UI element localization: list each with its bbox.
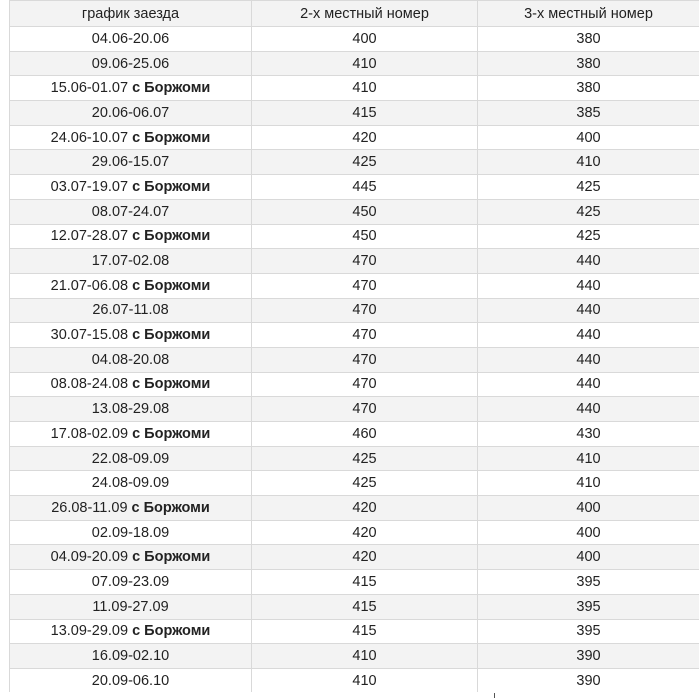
schedule-note: с Боржоми xyxy=(132,327,211,344)
table-row xyxy=(10,323,699,348)
schedule-note: с Боржоми xyxy=(132,425,211,442)
schedule-note: с Боржоми xyxy=(132,277,211,294)
table-row xyxy=(10,249,699,274)
cell-double-price: 415 xyxy=(252,570,478,595)
cell-triple-price: 380 xyxy=(478,51,699,76)
cell-triple-price: 440 xyxy=(478,347,699,372)
table-body xyxy=(10,27,699,694)
table-row xyxy=(10,372,699,397)
schedule-dates: 29.06-15.07 xyxy=(91,154,170,171)
cell-schedule xyxy=(10,372,252,397)
cell-triple-price: 440 xyxy=(478,323,699,348)
cell-triple-price: 380 xyxy=(478,76,699,101)
cell-double-price: 415 xyxy=(252,619,478,644)
table-row xyxy=(10,422,699,447)
schedule-dates: 02.09-18.09 xyxy=(91,524,170,541)
cell-triple-price: 395 xyxy=(478,594,699,619)
cell-double-price: 400 xyxy=(252,27,478,52)
cell-double-price: 470 xyxy=(252,372,478,397)
table-row xyxy=(10,273,699,298)
cell-double-price: 470 xyxy=(252,397,478,422)
cell-double-price: 415 xyxy=(252,101,478,126)
cell-schedule xyxy=(10,422,252,447)
cell-double-price: 420 xyxy=(252,496,478,521)
cell-schedule xyxy=(10,101,252,126)
schedule-dates: 15.06-01.07 xyxy=(50,80,129,97)
cell-schedule xyxy=(10,397,252,422)
cell-schedule xyxy=(10,644,252,669)
cell-triple-price: 385 xyxy=(478,101,699,126)
cell-schedule xyxy=(10,76,252,101)
schedule-dates: 03.07-19.07 xyxy=(50,178,129,195)
cell-schedule xyxy=(10,347,252,372)
cell-triple-price: 390 xyxy=(478,668,699,693)
table-row xyxy=(10,150,699,175)
schedule-dates: 16.09-02.10 xyxy=(91,648,170,665)
schedule-price-table xyxy=(9,0,699,694)
cell-double-price: 470 xyxy=(252,347,478,372)
schedule-dates: 07.09-23.09 xyxy=(91,573,170,590)
table-row xyxy=(10,545,699,570)
cell-schedule xyxy=(10,619,252,644)
cell-schedule xyxy=(10,520,252,545)
cell-triple-price: 400 xyxy=(478,125,699,150)
schedule-note: с Боржоми xyxy=(132,178,211,195)
table-row xyxy=(10,224,699,249)
cell-schedule xyxy=(10,199,252,224)
schedule-dates: 08.07-24.07 xyxy=(91,203,170,220)
cell-triple-price: 395 xyxy=(478,570,699,595)
cell-triple-price: 395 xyxy=(478,619,699,644)
cell-triple-price: 440 xyxy=(478,372,699,397)
schedule-dates: 26.08-11.09 xyxy=(51,499,128,516)
schedule-dates: 26.07-11.08 xyxy=(92,302,169,319)
cell-schedule xyxy=(10,323,252,348)
table-row xyxy=(10,594,699,619)
table-row xyxy=(10,570,699,595)
table-row xyxy=(10,471,699,496)
schedule-dates: 20.09-06.10 xyxy=(91,672,170,689)
cell-schedule xyxy=(10,125,252,150)
cell-triple-price: 425 xyxy=(478,199,699,224)
cell-schedule xyxy=(10,298,252,323)
table-row xyxy=(10,446,699,471)
table-row xyxy=(10,298,699,323)
cell-triple-price: 430 xyxy=(478,422,699,447)
cell-triple-price: 400 xyxy=(478,545,699,570)
cursor-mark xyxy=(494,693,495,698)
schedule-dates: 24.06-10.07 xyxy=(50,129,129,146)
cell-schedule xyxy=(10,545,252,570)
schedule-dates: 17.07-02.08 xyxy=(91,253,170,270)
schedule-dates: 09.06-25.06 xyxy=(91,55,170,72)
cell-double-price: 425 xyxy=(252,471,478,496)
cell-schedule xyxy=(10,496,252,521)
schedule-dates: 30.07-15.08 xyxy=(50,327,129,344)
table-row xyxy=(10,76,699,101)
table-bottom-edge xyxy=(0,692,699,699)
cell-schedule xyxy=(10,27,252,52)
header-double-room: 2-х местный номер xyxy=(252,1,478,27)
schedule-note: с Боржоми xyxy=(132,228,211,245)
schedule-dates: 04.08-20.08 xyxy=(91,351,170,368)
table-row xyxy=(10,175,699,200)
header-triple-room: 3-х местный номер xyxy=(478,1,699,27)
cell-schedule xyxy=(10,471,252,496)
cell-double-price: 410 xyxy=(252,51,478,76)
cell-double-price: 460 xyxy=(252,422,478,447)
cell-triple-price: 440 xyxy=(478,249,699,274)
schedule-dates: 04.09-20.09 xyxy=(50,549,129,566)
cell-triple-price: 380 xyxy=(478,27,699,52)
cell-schedule xyxy=(10,594,252,619)
table-row xyxy=(10,496,699,521)
cell-double-price: 410 xyxy=(252,668,478,693)
table-row xyxy=(10,125,699,150)
schedule-dates: 13.08-29.08 xyxy=(91,401,170,418)
cell-double-price: 470 xyxy=(252,249,478,274)
table-row xyxy=(10,668,699,693)
cell-double-price: 410 xyxy=(252,644,478,669)
cell-double-price: 420 xyxy=(252,125,478,150)
cell-double-price: 425 xyxy=(252,446,478,471)
cell-triple-price: 400 xyxy=(478,496,699,521)
cell-double-price: 470 xyxy=(252,273,478,298)
cell-double-price: 450 xyxy=(252,199,478,224)
schedule-dates: 12.07-28.07 xyxy=(50,228,129,245)
cell-double-price: 445 xyxy=(252,175,478,200)
table-header-row xyxy=(10,1,699,27)
cell-schedule xyxy=(10,273,252,298)
cell-schedule xyxy=(10,446,252,471)
cell-triple-price: 400 xyxy=(478,520,699,545)
cell-schedule xyxy=(10,224,252,249)
schedule-note: с Боржоми xyxy=(132,549,211,566)
schedule-dates: 11.09-27.09 xyxy=(92,598,169,615)
schedule-dates: 13.09-29.09 xyxy=(50,623,129,640)
cell-schedule xyxy=(10,249,252,274)
cell-triple-price: 425 xyxy=(478,224,699,249)
schedule-note: с Боржоми xyxy=(131,499,210,516)
schedule-note: с Боржоми xyxy=(132,376,211,393)
cell-triple-price: 440 xyxy=(478,298,699,323)
cell-double-price: 425 xyxy=(252,150,478,175)
schedule-note: с Боржоми xyxy=(132,80,211,97)
schedule-note: с Боржоми xyxy=(132,129,211,146)
cell-double-price: 420 xyxy=(252,545,478,570)
cell-double-price: 450 xyxy=(252,224,478,249)
cell-schedule xyxy=(10,150,252,175)
cell-schedule xyxy=(10,668,252,693)
table-row xyxy=(10,397,699,422)
schedule-dates: 20.06-06.07 xyxy=(91,104,170,121)
cell-triple-price: 425 xyxy=(478,175,699,200)
schedule-dates: 08.08-24.08 xyxy=(50,376,129,393)
cell-triple-price: 440 xyxy=(478,397,699,422)
schedule-dates: 24.08-09.09 xyxy=(91,475,170,492)
table-row xyxy=(10,51,699,76)
cell-schedule xyxy=(10,570,252,595)
cell-triple-price: 410 xyxy=(478,446,699,471)
table-row xyxy=(10,199,699,224)
schedule-dates: 17.08-02.09 xyxy=(50,425,129,442)
schedule-dates: 04.06-20.06 xyxy=(91,30,170,47)
table-row xyxy=(10,101,699,126)
cell-double-price: 470 xyxy=(252,298,478,323)
table-row xyxy=(10,520,699,545)
cell-double-price: 470 xyxy=(252,323,478,348)
schedule-dates: 22.08-09.09 xyxy=(91,450,170,467)
cell-double-price: 415 xyxy=(252,594,478,619)
cell-double-price: 420 xyxy=(252,520,478,545)
cell-triple-price: 410 xyxy=(478,150,699,175)
cell-schedule xyxy=(10,175,252,200)
schedule-dates: 21.07-06.08 xyxy=(50,277,129,294)
cell-schedule xyxy=(10,51,252,76)
cell-double-price: 410 xyxy=(252,76,478,101)
cell-triple-price: 440 xyxy=(478,273,699,298)
table-row xyxy=(10,644,699,669)
cell-triple-price: 390 xyxy=(478,644,699,669)
table-row xyxy=(10,619,699,644)
cell-triple-price: 410 xyxy=(478,471,699,496)
schedule-note: с Боржоми xyxy=(132,623,211,640)
table-row xyxy=(10,27,699,52)
schedule-table-container xyxy=(9,0,699,694)
table-row xyxy=(10,347,699,372)
header-schedule: график заезда xyxy=(10,1,252,27)
